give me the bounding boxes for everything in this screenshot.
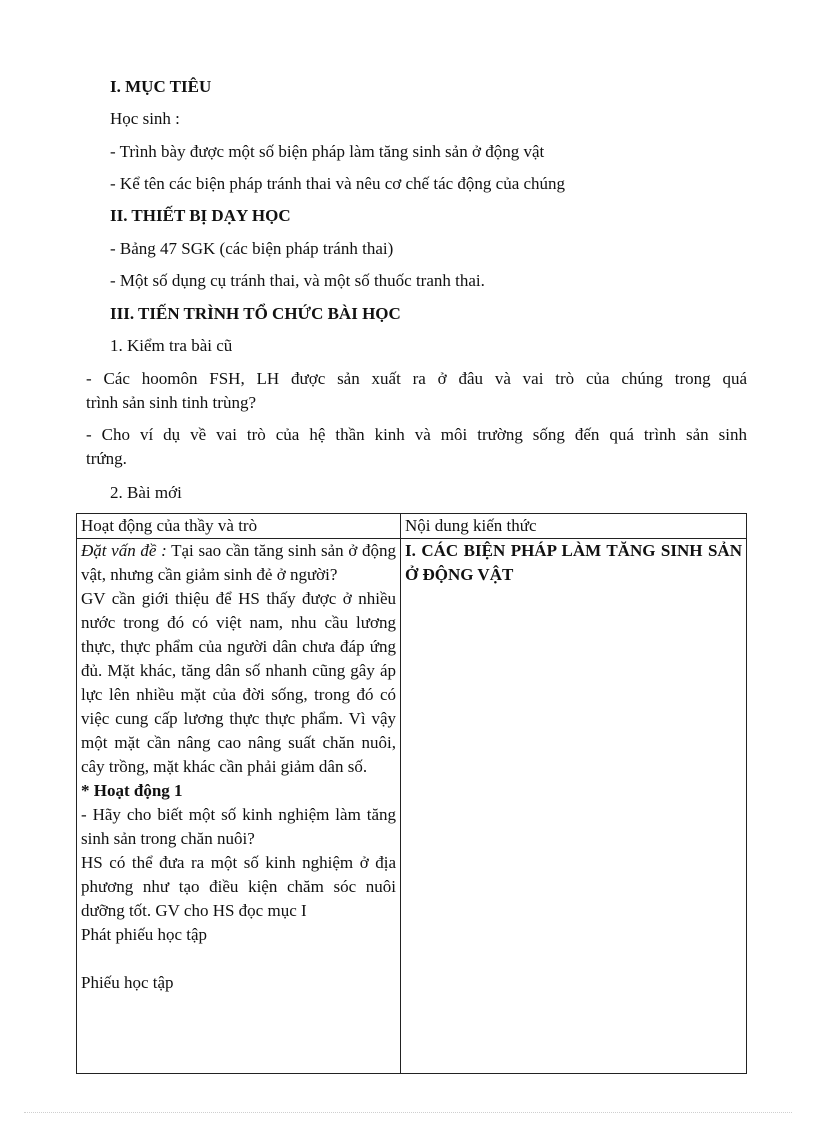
lesson-table (76, 513, 747, 1074)
section-1-heading: I. MỤC TIÊU (110, 77, 212, 96)
table-header-row (77, 514, 747, 539)
table-header-cell: Hoạt động của thầy và trò (77, 514, 401, 539)
review-question-1-line1: - Các hoomôn FSH, LH được sản xuất ra ở đâu và vai trò của chúng trong quá (86, 369, 747, 388)
subsection-new-lesson-label: 2. Bài mới (110, 483, 182, 502)
teacher-introduction: GV cần giới thiệu để HS thấy được ở nhiều nước trong đó có việt nam, nhu cầu lương thực, thực phẩm của người dân chưa đáp ứng đủ. Mặt khác, tăng dân số nhanh cũng gây áp lực lên nhiều mặt của đời sống, trong đó có việc cung cấp lương thực thực phẩm. Vì vậy một mặt cần nâng cao nâng suất chăn nuôi, cây trồng, mặt khác cần phải giảm dân số. (81, 589, 396, 776)
student-response: HS có thể đưa ra một số kinh nghiệm ở địa phương như tạo điều kiện chăm sóc nuôi dưỡng tốt. GV cho HS đọc mục I (81, 853, 396, 920)
review-question-2-line2: trứng. (86, 449, 127, 468)
table-row (77, 539, 747, 1074)
review-question-2-line1: - Cho ví dụ về vai trò của hệ thần kinh và môi trường sống đến quá trình sản sinh (86, 425, 747, 444)
problem-statement (81, 539, 396, 587)
subsection-review-label: 1. Kiểm tra bài cũ (110, 336, 233, 355)
equipment-item: - Một số dụng cụ tránh thai, và một số thuốc tranh thai. (110, 271, 485, 290)
worksheet-label: Phiếu học tập (81, 973, 174, 992)
teacher-student-activity-cell (77, 539, 401, 1074)
section-1-intro: Học sinh : (110, 109, 180, 128)
problem-statement-text: Tại sao cần tăng sinh sản ở động vật, nhưng cần giảm sinh đẻ ở người? (81, 541, 396, 584)
activity-1-question: - Hãy cho biết một số kinh nghiệm làm tăng sinh sản trong chăn nuôi? (81, 805, 396, 848)
equipment-item: - Bảng 47 SGK (các biện pháp tránh thai) (110, 239, 394, 258)
page-bottom-divider (24, 1112, 792, 1113)
section-3-heading: III. TIẾN TRÌNH TỔ CHỨC BÀI HỌC (110, 304, 401, 323)
activity-1-label: * Hoạt động 1 (81, 781, 183, 800)
problem-statement-label: Đặt vấn đề : (81, 541, 167, 560)
knowledge-heading: I. CÁC BIỆN PHÁP LÀM TĂNG SINH SẢN Ở ĐỘNG VẬT (405, 541, 742, 584)
table-header-cell: Nội dung kiến thức (401, 514, 747, 539)
review-question-1-line2: trình sản sinh tinh trùng? (86, 393, 256, 412)
objective-item: - Trình bày được một số biện pháp làm tăng sinh sản ở động vật (110, 142, 545, 161)
knowledge-content-cell (401, 539, 747, 1074)
handout-instruction: Phát phiếu học tập (81, 925, 208, 944)
section-2-heading: II. THIẾT BỊ DẠY HỌC (110, 206, 291, 225)
objective-item: - Kể tên các biện pháp tránh thai và nêu cơ chế tác động của chúng (110, 174, 566, 193)
